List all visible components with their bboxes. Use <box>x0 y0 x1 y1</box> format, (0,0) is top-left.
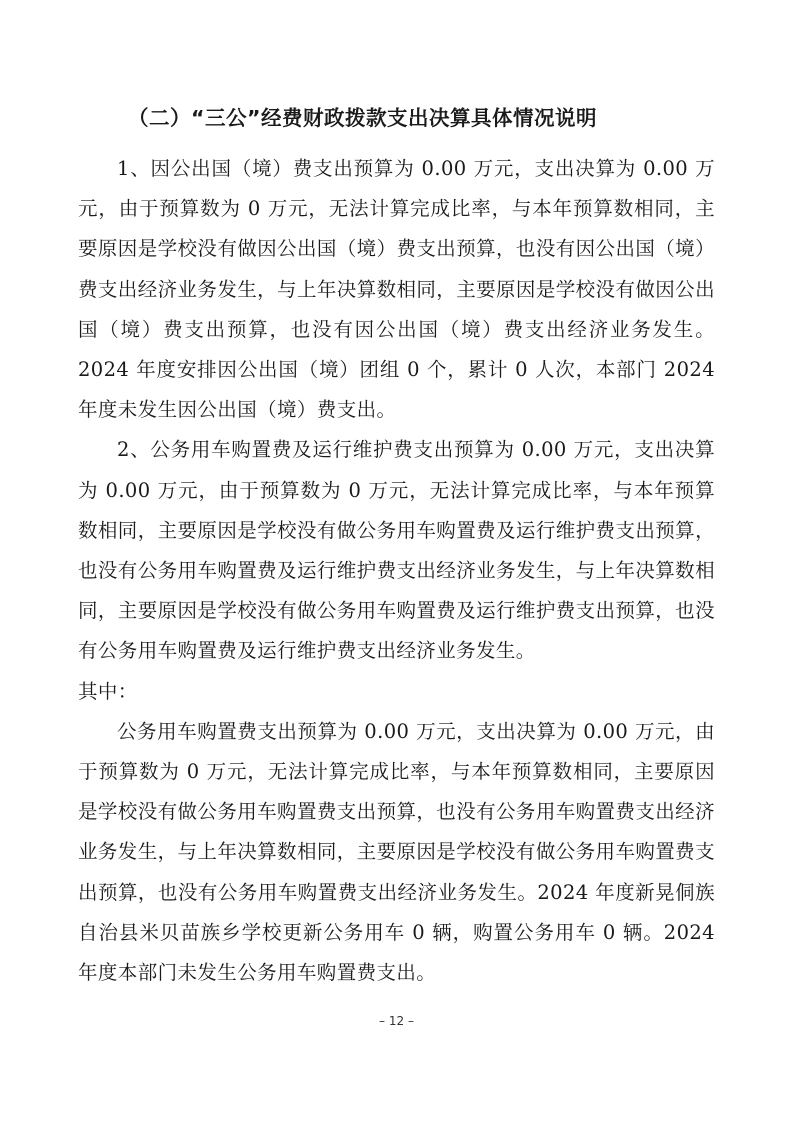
paragraph-official-vehicles: 2、公务用车购置费及运行维护费支出预算为 0.00 万元，支出决算为 0.00 万元，由于预算数为 0 万元，无法计算完成比率，与本年预算数相同，主要原因是学校没有做公务用车购置费及运行维护费支出预算，也没有公务用车购置费及运行维护费支出经济业务发生，与上年决算数相同，主要原因是学校没有做公务用车购置费及运行维护费支出预算，也没有公务用车购置费及运行维护费支出经济业务发生。 <box>78 438 715 663</box>
paragraph-overseas-travel: 1、因公出国（境）费支出预算为 0.00 万元，支出决算为 0.00 万元，由于预算数为 0 万元，无法计算完成比率，与本年预算数相同，主要原因是学校没有做因公出国（境）费支出预算，也没有因公出国（境）费支出经济业务发生，与上年决算数相同，主要原因是学校没有做因公出国（境）费支出预算，也没有因公出国（境）费支出经济业务发生。2024 年度安排因公出国（境）团组 0 个，累计 0 人次，本部门 2024 年度未发生因公出国（境）费支出。 <box>78 157 715 422</box>
section-heading: （二）“三公”经费财政拨款支出决算具体情况说明 <box>128 106 597 130</box>
paragraph-vehicle-purchase: 公务用车购置费支出预算为 0.00 万元，支出决算为 0.00 万元，由于预算数为 0 万元，无法计算完成比率，与本年预算数相同，主要原因是学校没有做公务用车购置费支出预算，也没有公务用车购置费支出经济业务发生，与上年决算数相同，主要原因是学校没有做公务用车购置费支出预算，也没有公务用车购置费支出经济业务发生。2024 年度新晃侗族自治县米贝苗族乡学校更新公务用车 0 辆，购置公务用车 0 辆。2024 年度本部门未发生公务用车购置费支出。 <box>78 719 715 985</box>
page-number: – 12 – <box>379 1014 414 1028</box>
paragraph-among-which: 其中： <box>78 679 138 703</box>
